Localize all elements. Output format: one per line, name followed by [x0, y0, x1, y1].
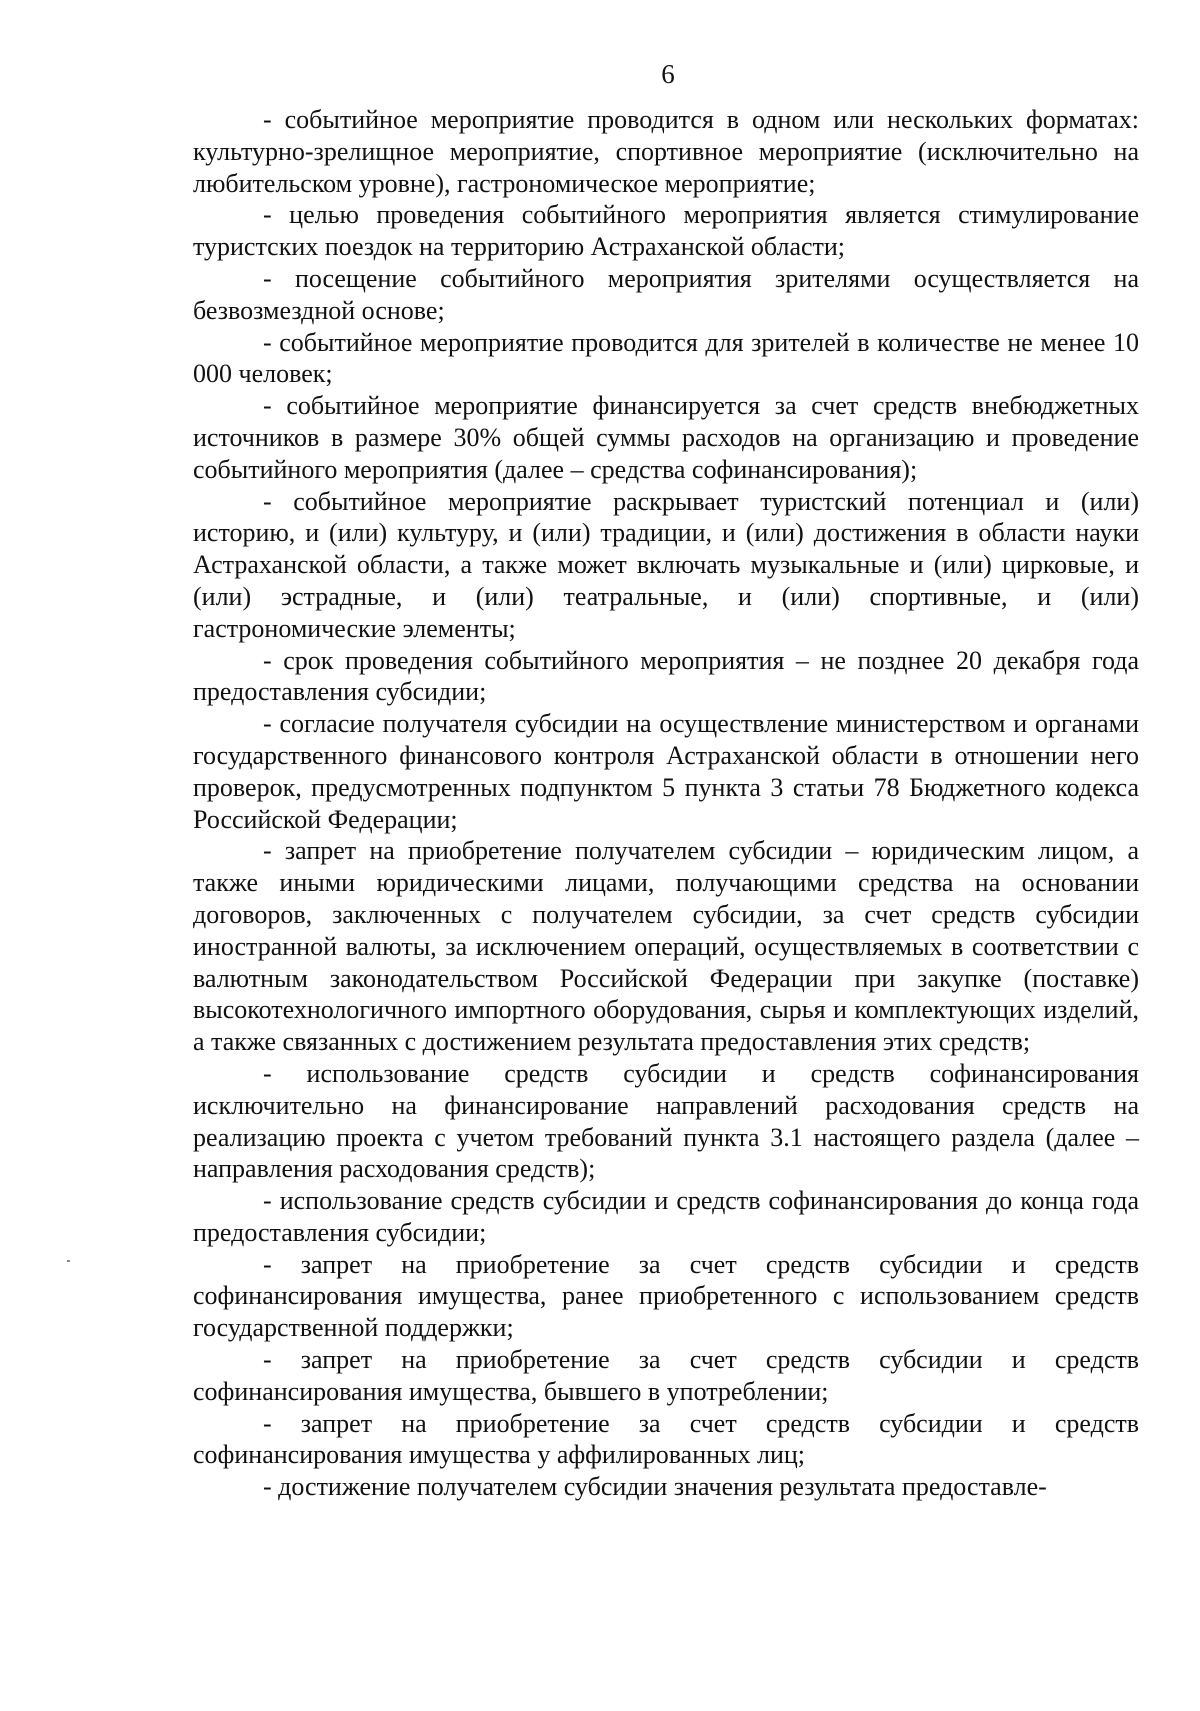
paragraph: - целью проведения событийного мероприятия является стимулирование туристских поездок на территорию Астраханской области; — [193, 200, 1139, 262]
paragraph: - запрет на приобретение за счет средств субсидии и средств софинансирования имущества, ранее приобретенного с использованием средств государственной поддержки; — [193, 1249, 1139, 1343]
paragraph: - посещение событийного мероприятия зрителями осуществляется на безвозмездной основе; — [193, 263, 1139, 325]
paragraph: - событийное мероприятие проводится в одном или нескольких форматах: культурно-зрелищное мероприятие, спортивное мероприятие (исключительно на любительском уровне), гастрономическое мероприятие; — [193, 105, 1139, 198]
paragraph: - запрет на приобретение за счет средств субсидии и средств софинансирования имущества, бывшего в употреблении; — [193, 1345, 1139, 1406]
page-number: 6 — [661, 59, 675, 89]
paragraph: - использование средств субсидии и средств софинансирования до конца года предоставления субсидии; — [193, 1186, 1139, 1247]
paragraph: - согласие получателя субсидии на осуществление министерством и органами государственного финансового контроля Астраханской области в отношении него проверок, предусмотренных подпунктом 5 пункта 3 статьи 78 Бюджетного кодекса Российской Федерации; — [193, 709, 1139, 834]
paragraph: - событийное мероприятие раскрывает туристский потенциал и (или) историю, и (или) культуру, и (или) традиции, и (или) достижения в области науки Астраханской области, а также может включать музыкальные и (или) цирковые, и (или) эстрадные, и (или) театральные, и (или) спортивные, и (или) гастрономические элементы; — [193, 486, 1139, 643]
paragraph: - запрет на приобретение получателем субсидии – юридическим лицом, а также иными юридическими лицами, получающими средства на основании договоров, заключенных с получателем субсидии, за счет средств субсидии иностранной валюты, за исключением операций, осуществляемых в соответствии с валютным законодательством Российской Федерации при закупке (поставке) высокотехнологичного импортного оборудования, сырья и комплектующих изделий, а также связанных с достижением результата предоставления этих средств; — [193, 836, 1139, 1057]
document-body — [193, 104, 1139, 1503]
paragraph: - событийное мероприятие проводится для зрителей в количестве не менее 10 000 человек; — [193, 327, 1139, 389]
paragraph: - использование средств субсидии и средств софинансирования исключительно на финансирование направлений расходования средств на реализацию проекта с учетом требований пункта 3.1 настоящего раздела (далее – направления расходования средств); — [193, 1058, 1139, 1184]
paragraph: - достижение получателем субсидии значения результата предоставле- — [263, 1472, 1047, 1502]
paragraph: - срок проведения событийного мероприятия – не позднее 20 декабря года предоставления субсидии; — [193, 645, 1139, 707]
paragraph: - событийное мероприятие финансируется за счет средств внебюджетных источников в размере 30% общей суммы расходов на организацию и проведение событийного мероприятия (далее – средства софинансирования); — [193, 391, 1139, 484]
scan-artifact — [67, 1260, 70, 1262]
paragraph: - запрет на приобретение за счет средств субсидии и средств софинансирования имущества у аффилированных лиц; — [193, 1408, 1139, 1470]
